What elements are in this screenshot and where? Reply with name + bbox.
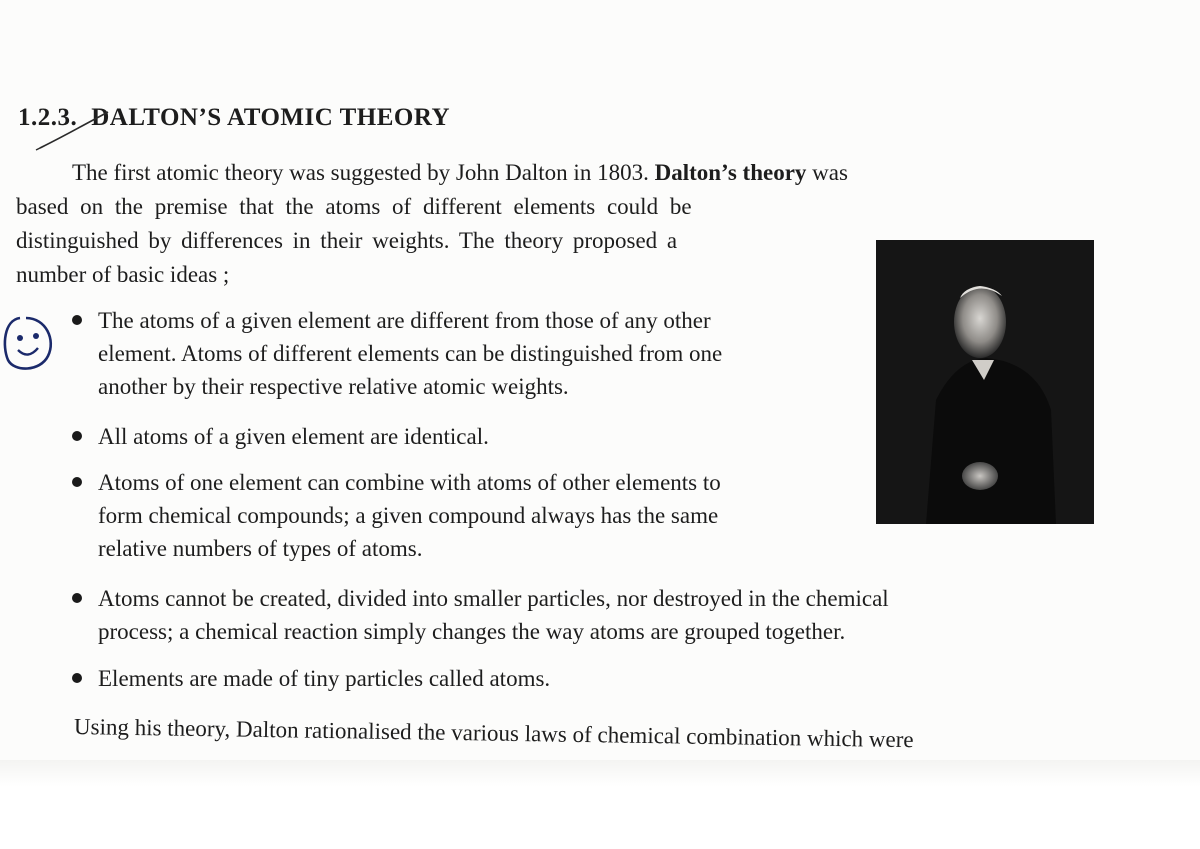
bullet-dot-icon [72, 431, 82, 441]
section-title: DALTON’S ATOMIC THEORY [91, 104, 451, 131]
list-item: Atoms cannot be created, divided into smaller particles, nor destroyed in the chemical process; a chemical reaction simply changes the way atoms are grouped together. [72, 582, 889, 648]
bullet-dot-icon [72, 477, 82, 487]
portrait-figure [876, 240, 1094, 524]
portrait-photo [876, 240, 1094, 524]
bullet-dot-icon [72, 673, 82, 683]
intro-line-3: distinguished by differences in their weights. The theory proposed a [16, 228, 678, 253]
list-item: Elements are made of tiny particles called atoms. [72, 662, 550, 695]
intro-line-4: number of basic ideas ; [16, 262, 230, 287]
page-bottom-edge [0, 760, 1200, 849]
bullet-dot-icon [72, 593, 82, 603]
smiley-doodle-icon [0, 312, 58, 374]
intro-line-2: based on the premise that the atoms of different elements could be [16, 194, 692, 219]
section-number: 1.2.3. [18, 104, 78, 131]
list-item: The atoms of a given element are different from those of any other element. Atoms of different elements can be distinguished from one another by their respective relative atomic weights. [72, 304, 722, 403]
list-item: All atoms of a given element are identical. [72, 420, 489, 453]
pen-stroke-mark [30, 108, 110, 153]
list-item: Atoms of one element can combine with atoms of other elements to form chemical compounds; a given compound always has the same relative numbers of types of atoms. [72, 466, 721, 565]
intro-line-1: The first atomic theory was suggested by John Dalton in 1803. Dalton’s theory was [72, 160, 848, 185]
closing-paragraph: Using his theory, Dalton rationalised the various laws of chemical combination which were [73, 714, 914, 753]
bullet-dot-icon [72, 315, 82, 325]
intro-bold-text: Dalton’s theory [654, 160, 807, 185]
